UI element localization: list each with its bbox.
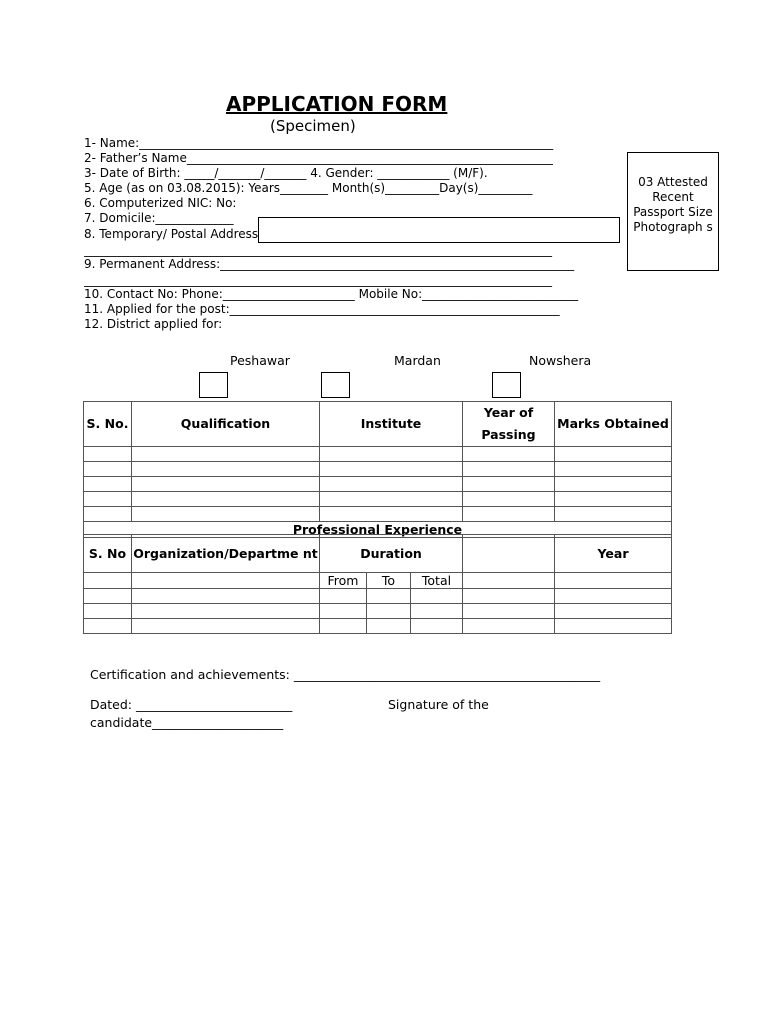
field-name: 1- Name:_____________________________________________________________________ [84, 136, 554, 150]
col-institute: Institute [320, 402, 463, 447]
field-postal-address: 8. Temporary/ Postal Address [84, 227, 259, 241]
table-row [84, 477, 672, 492]
field-domicile: 7. Domicile:_____________ [84, 211, 234, 225]
col-exp-sno: S. No [84, 535, 132, 573]
field-contact: 10. Contact No: Phone:______________________ Mobile No:__________________________ [84, 287, 579, 301]
field-nic: 6. Computerized NIC: No: [84, 196, 237, 210]
qualification-table [83, 401, 672, 538]
col-sno: S. No. [84, 402, 132, 447]
table-row [84, 619, 672, 634]
table-row [84, 589, 672, 604]
form-title: APPLICATION FORM [226, 92, 448, 116]
checkbox-peshawar[interactable] [199, 372, 228, 398]
signature-label: Signature of the [388, 697, 489, 712]
checkbox-mardan[interactable] [321, 372, 350, 398]
photo-box: 03 Attested Recent Passport Size Photograph s [627, 152, 719, 271]
dated-line: Dated: _________________________ [90, 697, 293, 712]
table-row [84, 462, 672, 477]
table-row [84, 507, 672, 522]
col-marks-obtained: Marks Obtained [555, 402, 672, 447]
form-subtitle: (Specimen) [270, 117, 356, 135]
address-input-box[interactable] [258, 217, 620, 243]
field-father-name: 2- Father’s Name_____________________________________________________________ [84, 151, 553, 165]
field-permanent-address-line: ______________________________________________________________________________ [84, 273, 552, 287]
field-permanent-address: 9. Permanent Address:___________________________________________________________ [84, 257, 575, 271]
checkbox-nowshera[interactable] [492, 372, 521, 398]
field-age: 5. Age (as on 03.08.2015): Years________ Month(s)_________Day(s)_________ [84, 181, 533, 195]
col-to: To [367, 573, 411, 589]
col-year: Year [555, 535, 672, 573]
col-duration: Duration [320, 535, 463, 573]
table-row [84, 447, 672, 462]
certification-line: Certification and achievements: _________________________________________________ [90, 667, 601, 682]
table-row [84, 492, 672, 507]
col-organization: Organization/Departme nt [132, 535, 320, 573]
field-district: 12. District applied for: [84, 317, 223, 331]
col-blank [463, 535, 555, 573]
col-total: Total [411, 573, 463, 589]
candidate-line: candidate_____________________ [90, 715, 284, 730]
district-label-peshawar: Peshawar [230, 353, 290, 368]
experience-title: Professional Experience [84, 522, 672, 538]
experience-table [83, 534, 672, 634]
district-label-nowshera: Nowshera [529, 353, 592, 368]
district-label-mardan: Mardan [394, 353, 441, 368]
col-from: From [320, 573, 367, 589]
field-dob-gender: 3- Date of Birth: _____/_______/_______ 4. Gender: ____________ (M/F). [84, 166, 488, 180]
field-postal-address-line: ______________________________________________________________________________ [84, 243, 552, 257]
col-qualification: Qualification [132, 402, 320, 447]
field-post: 11. Applied for the post:_______________________________________________________ [84, 302, 560, 316]
table-row [84, 604, 672, 619]
col-year-of-passing: Year of Passing [463, 402, 555, 447]
